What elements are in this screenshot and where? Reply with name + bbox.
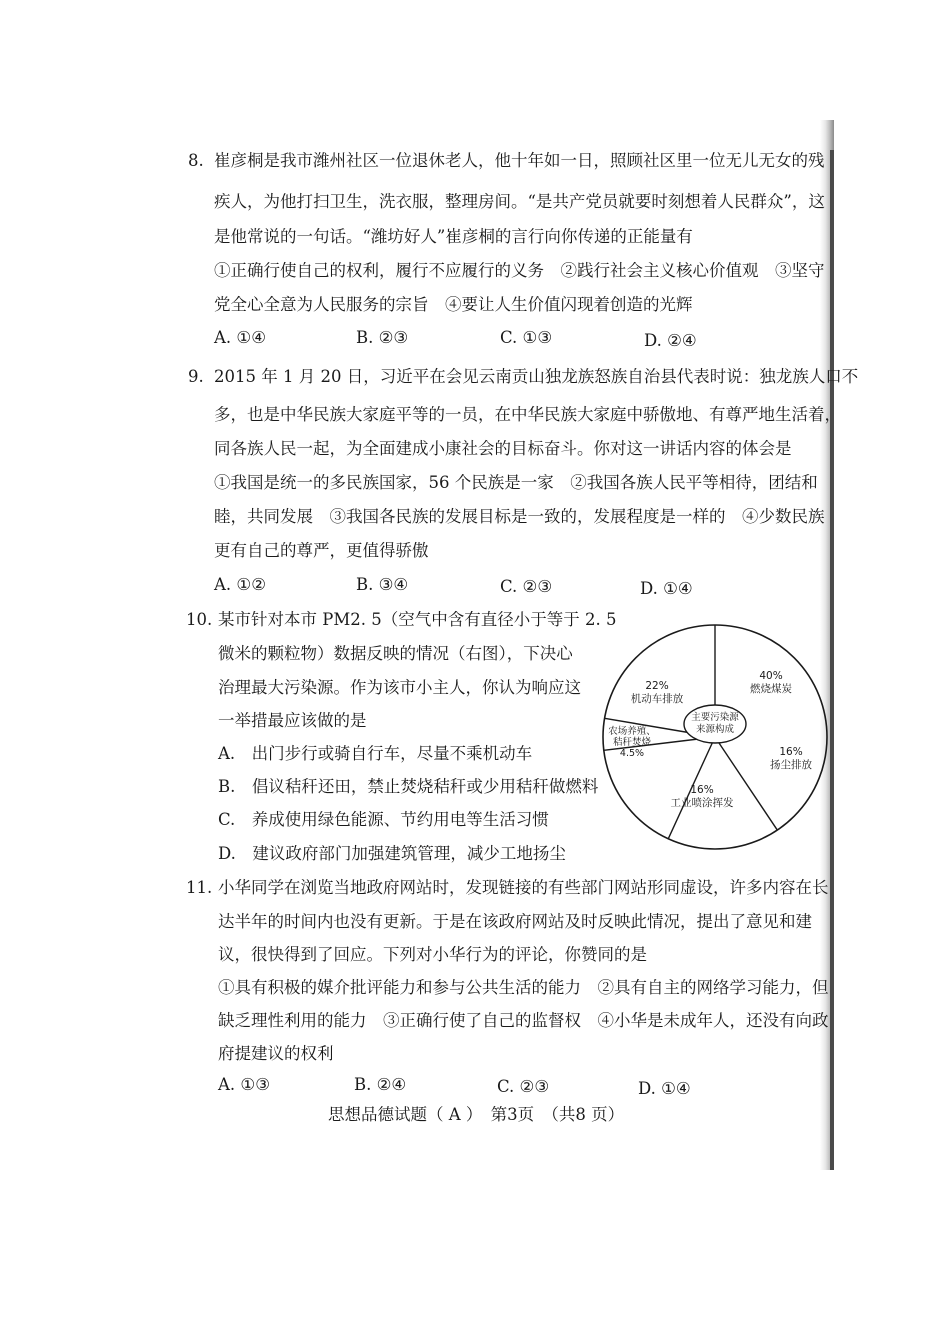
option-a: A. ①③ — [218, 1075, 270, 1094]
question-text-line: 治理最大污染源。作为该市小主人，你认为响应这 — [218, 678, 581, 697]
option-b: B. ③④ — [356, 575, 409, 594]
option-c: C. ②③ — [500, 577, 553, 596]
question-text-line: 是他常说的一句话。“潍坊好人”崔彦桐的言行向你传递的正能量有 — [214, 227, 693, 246]
question-text-line: 府提建议的权利 — [218, 1044, 334, 1063]
question-text-line: 某市针对本市 PM2. 5（空气中含有直径小于等于 2. 5 — [218, 610, 617, 629]
question-number: 9. — [188, 367, 204, 386]
option-c: C. ①③ — [500, 328, 553, 347]
question-text-line: 2015 年 1 月 20 日，习近平在会见云南贡山独龙族怒族自治县代表时说：独龙族人口不 — [214, 367, 859, 386]
slice-name-label: 扬尘排放 — [770, 759, 812, 771]
question-number: 8. — [188, 151, 204, 170]
slice-name-label: 农场养殖、 — [608, 726, 656, 737]
question-text-line: 同各族人民一起，为全面建成小康社会的目标奋斗。你对这一讲话内容的体会是 — [214, 439, 792, 458]
question-text-line: 一举措最应该做的是 — [218, 711, 367, 730]
pie-center-label — [684, 712, 746, 736]
slice-value-label: 16% — [690, 784, 714, 796]
slice-label-vehicle — [622, 680, 692, 706]
slice-label-industry — [664, 784, 740, 810]
question-text-line: 达半年的时间内也没有更新。于是在该政府网站及时反映此情况，提出了意见和建 — [218, 912, 812, 931]
option-c: C. ②③ — [497, 1077, 550, 1096]
option-d: D. ②④ — [644, 331, 697, 350]
question-number: 11. — [186, 878, 213, 897]
slice-label-coal — [736, 670, 806, 696]
slice-name-label: 燃烧煤炭 — [750, 683, 792, 695]
question-text-line: 睦，共同发展 ③我国各民族的发展目标是一致的，发展程度是一样的 ④少数民族 — [214, 507, 825, 526]
question-text-line: 微米的颗粒物）数据反映的情况（右图），下决心 — [218, 644, 573, 663]
question-text-line: ①正确行使自己的权利，履行不应履行的义务 ②践行社会主义核心价值观 ③坚守 — [214, 261, 825, 280]
slice-name-label: 工业喷涂挥发 — [670, 797, 734, 809]
question-number: 10. — [186, 610, 213, 629]
question-text-line: 小华同学在浏览当地政府网站时，发现链接的有些部门网站形同虚设，许多内容在长 — [218, 878, 829, 897]
question-text-line: ①我国是统一的多民族国家，56 个民族是一家 ②我国各族人民平等相待，团结和 — [214, 473, 818, 492]
slice-name-label: 秸秆焚烧 — [612, 737, 651, 748]
slice-value-label: 22% — [645, 680, 669, 692]
center-label-line: 来源构成 — [695, 724, 734, 735]
center-label-line: 主要污染源 — [691, 712, 739, 723]
page-footer: 思想品德试题（ A ） 第3页 （共8 页） — [328, 1105, 625, 1124]
option-b: B. 倡议秸秆还田，禁止焚烧秸秆或少用秸秆做燃料 — [218, 777, 599, 796]
question-text-line: 党全心全意为人民服务的宗旨 ④要让人生价值闪现着创造的光辉 — [214, 295, 693, 314]
slice-value-label: 16% — [779, 746, 803, 758]
question-text-line: 疾人，为他打扫卫生，洗衣服，整理房间。“是共产党员就要时刻想着人民群众”，这 — [214, 192, 825, 211]
option-d: D. ①④ — [640, 579, 693, 598]
option-d: D. ①④ — [638, 1079, 691, 1098]
question-text-line: 多，也是中华民族大家庭平等的一员，在中华民族大家庭中骄傲地、有尊严地生活着， — [214, 405, 841, 424]
question-text-line: 缺乏理性利用的能力 ③正确行使了自己的监督权 ④小华是未成年人，还没有向政 — [218, 1011, 829, 1030]
question-text-line: 更有自己的尊严，更值得骄傲 — [214, 541, 429, 560]
option-b: B. ②④ — [354, 1075, 407, 1094]
slice-value-label: 40% — [759, 670, 783, 682]
question-text-line: 议，很快得到了回应。下列对小华行为的评论，你赞同的是 — [218, 945, 647, 964]
slice-value-label: 4.5% — [619, 748, 645, 759]
pollution-pie-chart — [598, 620, 832, 854]
question-text-line: 崔彦桐是我市潍州社区一位退休老人，他十年如一日，照顾社区里一位无儿无女的残 — [214, 151, 825, 170]
slice-name-label: 机动车排放 — [630, 693, 684, 705]
question-text-line: ①具有积极的媒介批评能力和参与公共生活的能力 ②具有自主的网络学习能力，但 — [218, 978, 829, 997]
option-a: A. ①④ — [214, 328, 266, 347]
slice-label-farm — [604, 726, 660, 759]
option-d: D. 建议政府部门加强建筑管理，减少工地扬尘 — [218, 844, 566, 863]
option-a: A. 出门步行或骑自行车，尽量不乘机动车 — [218, 744, 533, 763]
option-b: B. ②③ — [356, 328, 409, 347]
option-a: A. ①② — [214, 575, 266, 594]
option-c: C. 养成使用绿色能源、节约用电等生活习惯 — [218, 810, 549, 829]
slice-label-dust — [756, 746, 826, 772]
